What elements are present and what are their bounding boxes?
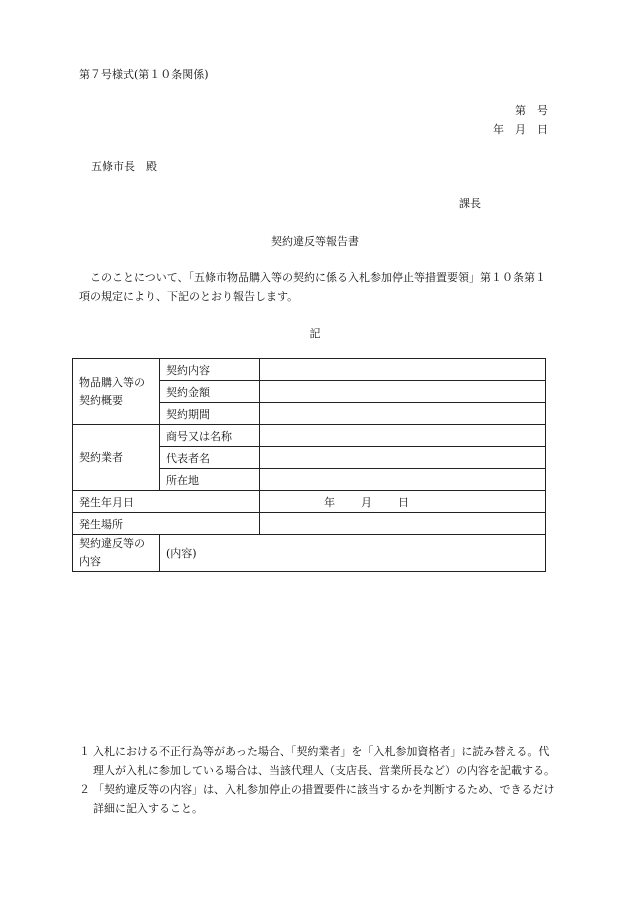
note-item <box>79 742 559 780</box>
contract-amount-label: 契約金額 <box>160 381 260 403</box>
note-text: 「契約違反等の内容」は、入札参加停止の措置要件に該当するかを判断するため、できるだけ詳細に記入すること。 <box>93 783 555 815</box>
occurrence-date-label: 発生年月日 <box>73 491 260 513</box>
notes <box>79 742 559 818</box>
contract-period-field[interactable] <box>260 403 546 425</box>
representative-label: 代表者名 <box>160 447 260 469</box>
date-month-label: 月 <box>361 495 372 509</box>
table-row <box>73 491 546 513</box>
recipient: 五條市長 殿 <box>91 160 157 173</box>
note-number: ２ <box>79 783 90 796</box>
date-year-label: 年 <box>324 495 335 509</box>
violation-content-label: 契約違反等の内容 <box>73 535 160 572</box>
note-text: 入札における不正行為等があった場合、「契約業者」を「入札参加資格者」に読み替える。代理人が入札に参加している場合は、当該代理人（支店長、営業所長など）の内容を記載する。 <box>93 745 555 777</box>
address-label: 所在地 <box>160 469 260 491</box>
note-number: １ <box>79 745 90 758</box>
contract-content-label: 契約内容 <box>160 359 260 381</box>
table-row <box>73 513 546 535</box>
sender-section: 課長 <box>459 197 481 210</box>
contract-summary-label: 物品購入等の契約概要 <box>73 359 160 425</box>
form-number: 第７号様式(第１０条関係) <box>79 68 209 81</box>
date-day-label: 日 <box>398 495 409 509</box>
report-form-table <box>72 358 546 572</box>
contract-amount-field[interactable] <box>260 381 546 403</box>
ki-heading: 記 <box>309 327 321 340</box>
table-row <box>73 359 546 381</box>
document-title: 契約違反等報告書 <box>271 235 359 248</box>
content-placeholder: (内容) <box>166 547 197 560</box>
document-date: 年 月 日 <box>493 123 548 136</box>
occurrence-date-field[interactable] <box>260 491 546 513</box>
company-name-field[interactable] <box>260 425 546 447</box>
document-number: 第 号 <box>515 104 548 117</box>
contract-period-label: 契約期間 <box>160 403 260 425</box>
note-item <box>79 780 559 818</box>
violation-content-field[interactable] <box>160 535 546 572</box>
body-text: このことについて、「五條市物品購入等の契約に係る入札参加停止等措置要領」第１０条第１項の規定により、下記のとおり報告します。 <box>79 271 547 303</box>
table-row <box>73 425 546 447</box>
table-row <box>73 535 546 572</box>
occurrence-place-field[interactable] <box>260 513 546 535</box>
address-field[interactable] <box>260 469 546 491</box>
company-name-label: 商号又は名称 <box>160 425 260 447</box>
occurrence-place-label: 発生場所 <box>73 513 260 535</box>
contractor-label: 契約業者 <box>73 425 160 491</box>
contract-content-field[interactable] <box>260 359 546 381</box>
representative-field[interactable] <box>260 447 546 469</box>
